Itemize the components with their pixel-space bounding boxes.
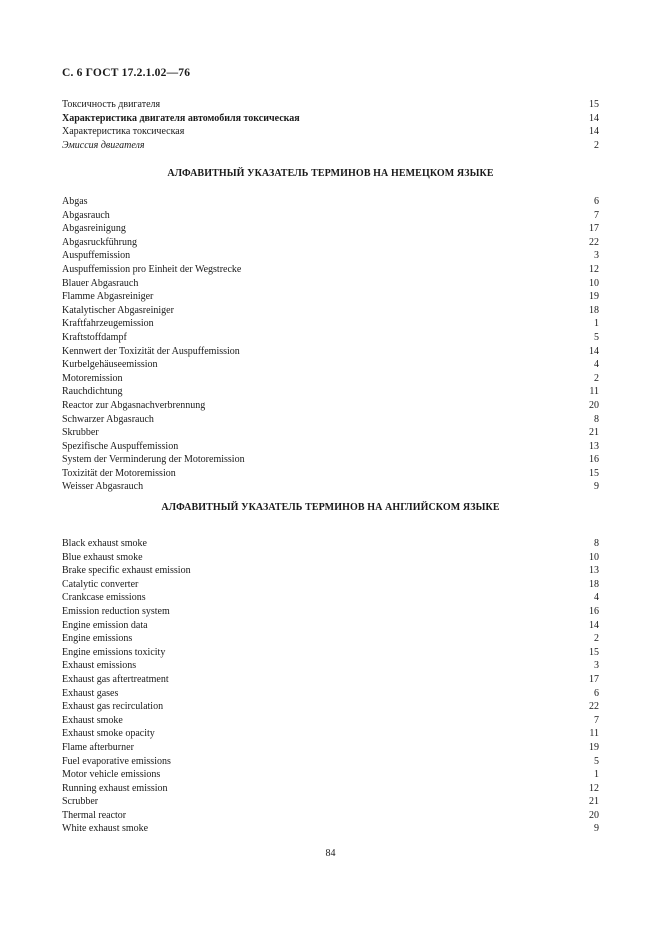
index-page-number: 13: [589, 565, 599, 577]
index-term: Abgasruckführung: [62, 236, 137, 248]
index-entry: [62, 249, 599, 263]
index-term: Reactor zur Abgasnachverbrennung: [62, 399, 206, 411]
index-entry: [62, 591, 599, 605]
index-term: Motor vehicle emissions: [62, 769, 161, 781]
index-page-number: 18: [589, 304, 599, 316]
index-page-number: 16: [589, 454, 599, 466]
index-entry: [62, 700, 599, 714]
index-page-number: 12: [589, 263, 599, 275]
index-term: Engine emission data: [62, 619, 148, 631]
index-page-number: 6: [594, 196, 599, 207]
index-term: Rauchdichtung: [62, 386, 123, 398]
index-entry: [62, 304, 599, 318]
index-entry: [62, 619, 599, 633]
index-term: Exhaust smoke opacity: [62, 728, 155, 740]
index-term: Crankcase emissions: [62, 592, 146, 604]
index-term: Exhaust smoke: [62, 714, 123, 726]
index-term: Exhaust gas aftertreatment: [62, 673, 169, 685]
index-term: Abgasreinigung: [62, 223, 126, 235]
index-page-number: 3: [594, 660, 599, 672]
index-page-number: 18: [589, 578, 599, 590]
index-page-number: 22: [589, 236, 599, 248]
index-page-number: 1: [594, 318, 599, 330]
index-page-number: 4: [594, 592, 599, 604]
index-term: Spezifische Auspuffemission: [62, 440, 179, 452]
index-term: Thermal reactor: [62, 809, 127, 821]
index-page-number: 12: [589, 782, 599, 794]
index-entry: [62, 537, 599, 551]
index-page-number: 6: [594, 687, 599, 699]
index-entry: [62, 795, 599, 809]
index-page-number: 5: [594, 331, 599, 343]
index-term: Blauer Abgasrauch: [62, 277, 139, 289]
index-page-number: 15: [589, 646, 599, 658]
index-entry: [62, 358, 599, 372]
index-entry: [62, 222, 599, 236]
index-entry: [62, 125, 599, 139]
index-page-number: 21: [589, 796, 599, 808]
index-entry: [62, 195, 599, 209]
index-entry: [62, 782, 599, 796]
index-term: Эмиссия двигателя: [62, 139, 145, 151]
index-entry: [62, 714, 599, 728]
german-index-title: АЛФАВИТНЫЙ УКАЗАТЕЛЬ ТЕРМИНОВ НА НЕМЕЦКОМ ЯЗЫКЕ: [167, 168, 494, 179]
index-entry: [62, 687, 599, 701]
document-header: С. 6 ГОСТ 17.2.1.02—76: [62, 67, 191, 79]
index-term: Katalytischer Abgasreiniger: [62, 304, 174, 316]
index-term: Flamme Abgasreiniger: [62, 291, 154, 303]
index-term: Emission reduction system: [62, 605, 170, 617]
index-term: Motoremission: [62, 372, 123, 384]
index-page-number: 9: [594, 823, 599, 835]
index-term: Weisser Abgasrauch: [62, 481, 144, 493]
index-term: Exhaust emissions: [62, 660, 137, 672]
index-term: Kraftstoffdampf: [62, 331, 127, 343]
index-entry: [62, 413, 599, 427]
index-term: Exhaust gas recirculation: [62, 701, 164, 713]
index-page-number: 8: [594, 413, 599, 425]
index-entry: [62, 755, 599, 769]
index-entry: [62, 564, 599, 578]
index-page-number: 15: [589, 99, 599, 110]
index-term: Auspuffemission pro Einheit der Wegstrecke: [62, 263, 242, 275]
index-entry: [62, 426, 599, 440]
index-page-number: 11: [589, 386, 599, 398]
index-entry: [62, 112, 599, 126]
index-term: Blue exhaust smoke: [62, 551, 143, 563]
index-page-number: 17: [589, 223, 599, 235]
index-entry: [62, 372, 599, 386]
index-term: Exhaust gases: [62, 687, 119, 699]
german-index-list: [62, 195, 599, 494]
index-term: Характеристика токсическая: [62, 126, 185, 138]
index-page-number: 16: [589, 605, 599, 617]
index-term: Skrubber: [62, 427, 99, 439]
index-term: System der Verminderung der Motoremission: [62, 454, 245, 466]
english-index-list: [62, 537, 599, 836]
index-term: Scrubber: [62, 796, 99, 808]
index-entry: [62, 768, 599, 782]
index-page-number: 2: [594, 139, 599, 151]
index-entry: [62, 98, 599, 112]
index-entry: [62, 673, 599, 687]
index-page-number: 14: [589, 619, 599, 631]
index-entry: [62, 345, 599, 359]
index-term: Toxizität der Motoremission: [62, 467, 176, 479]
index-entry: [62, 578, 599, 592]
index-entry: [62, 822, 599, 836]
index-page-number: 11: [589, 728, 599, 740]
index-entry: [62, 331, 599, 345]
english-index-title: АЛФАВИТНЫЙ УКАЗАТЕЛЬ ТЕРМИНОВ НА АНГЛИЙСКОМ ЯЗЫКЕ: [161, 502, 500, 513]
index-page-number: 2: [594, 633, 599, 645]
index-entry: [62, 727, 599, 741]
index-term: Brake specific exhaust emission: [62, 565, 191, 577]
index-page-number: 7: [594, 714, 599, 726]
index-page-number: 20: [589, 809, 599, 821]
index-entry: [62, 480, 599, 494]
index-page-number: 14: [589, 112, 599, 124]
index-page-number: 9: [594, 481, 599, 493]
index-term: Токсичность двигателя: [62, 99, 161, 110]
index-page-number: 17: [589, 673, 599, 685]
index-entry: [62, 605, 599, 619]
index-entry: [62, 399, 599, 413]
index-entry: [62, 632, 599, 646]
index-page-number: 5: [594, 755, 599, 767]
index-term: Engine emissions toxicity: [62, 646, 166, 658]
index-entry: [62, 467, 599, 481]
index-entry: [62, 209, 599, 223]
index-entry: [62, 139, 599, 153]
index-entry: [62, 453, 599, 467]
index-entry: [62, 646, 599, 660]
index-page-number: 1: [594, 769, 599, 781]
index-term: Abgasrauch: [62, 209, 110, 221]
index-entry: [62, 659, 599, 673]
index-entry: [62, 290, 599, 304]
index-term: Schwarzer Abgasrauch: [62, 413, 154, 425]
index-page-number: 19: [589, 741, 599, 753]
index-term: Kraftfahrzeugemission: [62, 318, 154, 330]
index-entry: [62, 809, 599, 823]
index-page-number: 10: [589, 277, 599, 289]
index-page-number: 21: [589, 427, 599, 439]
index-term: Abgas: [62, 196, 88, 207]
index-page-number: 14: [589, 126, 599, 138]
index-term: Flame afterburner: [62, 741, 134, 753]
index-entry: [62, 440, 599, 454]
index-page-number: 2: [594, 372, 599, 384]
index-page-number: 10: [589, 551, 599, 563]
index-term: Black exhaust smoke: [62, 538, 147, 549]
index-page-number: 15: [589, 467, 599, 479]
index-page-number: 8: [594, 538, 599, 549]
index-term: Kurbelgehäuseemission: [62, 359, 158, 371]
index-entry: [62, 317, 599, 331]
russian-index-continued: [62, 98, 599, 152]
index-page-number: 4: [594, 359, 599, 371]
index-page-number: 22: [589, 701, 599, 713]
index-entry: [62, 551, 599, 565]
page-number: 84: [325, 848, 336, 859]
index-entry: [62, 236, 599, 250]
index-entry: [62, 277, 599, 291]
index-page-number: 20: [589, 399, 599, 411]
index-term: Характеристика двигателя автомобиля токсическая: [62, 112, 300, 124]
index-page-number: 7: [594, 209, 599, 221]
index-entry: [62, 385, 599, 399]
index-entry: [62, 741, 599, 755]
index-term: Kennwert der Toxizität der Auspuffemission: [62, 345, 240, 357]
index-term: Auspuffemission: [62, 250, 131, 262]
index-page-number: 19: [589, 291, 599, 303]
index-page-number: 14: [589, 345, 599, 357]
index-term: White exhaust smoke: [62, 823, 149, 835]
index-term: Catalytic converter: [62, 578, 139, 590]
index-page-number: 3: [594, 250, 599, 262]
index-term: Engine emissions: [62, 633, 133, 645]
index-entry: [62, 263, 599, 277]
index-term: Running exhaust emission: [62, 782, 168, 794]
index-page-number: 13: [589, 440, 599, 452]
index-term: Fuel evaporative emissions: [62, 755, 171, 767]
